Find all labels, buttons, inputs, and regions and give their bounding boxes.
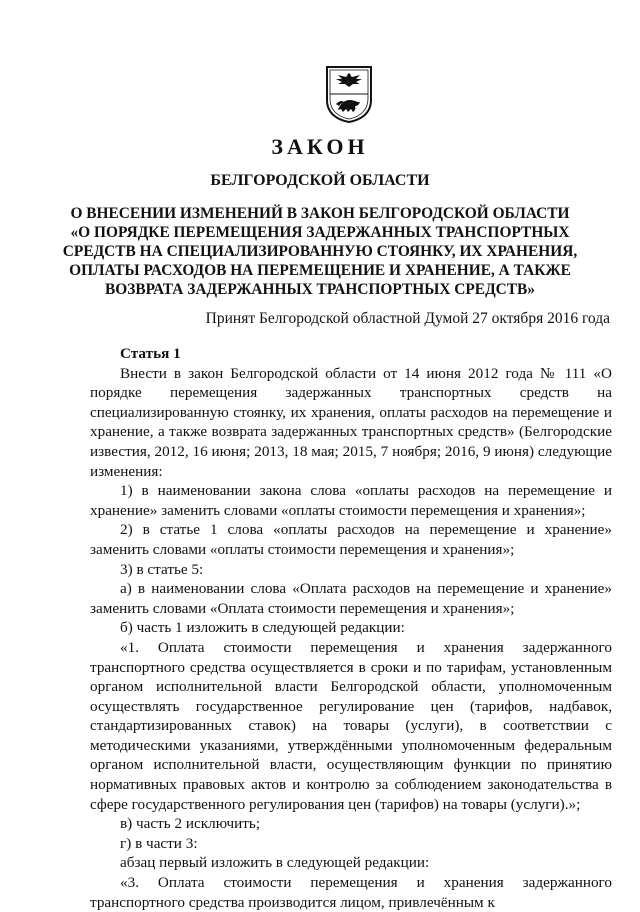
belgorod-coat-of-arms-icon	[324, 64, 374, 124]
article-heading: Статья 1	[120, 345, 181, 362]
article-paragraph: «1. Оплата стоимости перемещения и хранения задержанного транспортного средства осуществляется в сроки и по тарифам, установленным органом исполнительной власти Белгородской области, уполномоченным осуществлять государственное регулирование цен (тарифов, надбавок, стандартизированных ставок) на товары (услуги), в соответствии с методическими указаниями, утверждёнными уполномоченным федеральным органом исполнительной власти, осуществляющим функции по принятию нормативных правовых актов и контролю за соблюдением законодательства в сфере государственного регулирования цен (тарифов) на товары (услуги).»;	[90, 638, 612, 813]
article-paragraph: б) часть 1 изложить в следующей редакции:	[120, 619, 405, 637]
adoption-note: Принят Белгородской областной Думой 27 октября 2016 года	[205, 310, 610, 327]
law-title-line: СРЕДСТВ НА СПЕЦИАЛИЗИРОВАННУЮ СТОЯНКУ, ИХ ХРАНЕНИЯ,	[62, 243, 578, 260]
document-type: ЗАКОН	[271, 134, 369, 159]
article-paragraph: 3) в статье 5:	[120, 560, 204, 578]
article-paragraph: Внести в закон Белгородской области от 14 июня 2012 года № 111 «О порядке перемещения задержанных транспортных средств на специализированную стоянку, их хранения, оплаты расходов на перемещение и хранение, а также возврата задержанных транспортных средств» (Белгородские известия, 2012, 16 июня; 2013, 18 мая; 2015, 7 ноября; 2016, 9 июня) следующие изменения:	[90, 364, 612, 480]
article-paragraph: 2) в статье 1 слова «оплаты расходов на перемещение и хранение» заменить словами «оплаты стоимости перемещения и хранения»;	[90, 521, 612, 558]
law-title	[0, 204, 640, 299]
issuing-region: БЕЛГОРОДСКОЙ ОБЛАСТИ	[210, 172, 430, 189]
article-body	[90, 344, 612, 912]
article-paragraph: 1) в наименовании закона слова «оплаты расходов на перемещение и хранение» заменить словами «оплаты стоимости перемещения и хранения»;	[90, 482, 612, 519]
article-paragraph: «3. Оплата стоимости перемещения и хранения задержанного транспортного средства производится лицом, привлечённым к	[90, 874, 612, 911]
law-title-line: ВОЗВРАТА ЗАДЕРЖАННЫХ ТРАНСПОРТНЫХ СРЕДСТВ»	[104, 281, 536, 298]
article-paragraph: г) в части 3:	[120, 834, 198, 852]
law-title-line: О ВНЕСЕНИИ ИЗМЕНЕНИЙ В ЗАКОН БЕЛГОРОДСКОЙ ОБЛАСТИ	[70, 205, 570, 222]
article-paragraph: абзац первый изложить в следующей редакции:	[120, 854, 430, 872]
article-paragraph: в) часть 2 исключить;	[120, 815, 261, 833]
article-paragraph: а) в наименовании слова «Оплата расходов на перемещение и хранение» заменить словами «Оплата стоимости перемещения и хранения»;	[90, 580, 612, 617]
law-title-line: «О ПОРЯДКЕ ПЕРЕМЕЩЕНИЯ ЗАДЕРЖАННЫХ ТРАНСПОРТНЫХ	[70, 224, 570, 241]
law-title-line: ОПЛАТЫ РАСХОДОВ НА ПЕРЕМЕЩЕНИЕ И ХРАНЕНИЕ, А ТАКЖЕ	[69, 262, 571, 279]
